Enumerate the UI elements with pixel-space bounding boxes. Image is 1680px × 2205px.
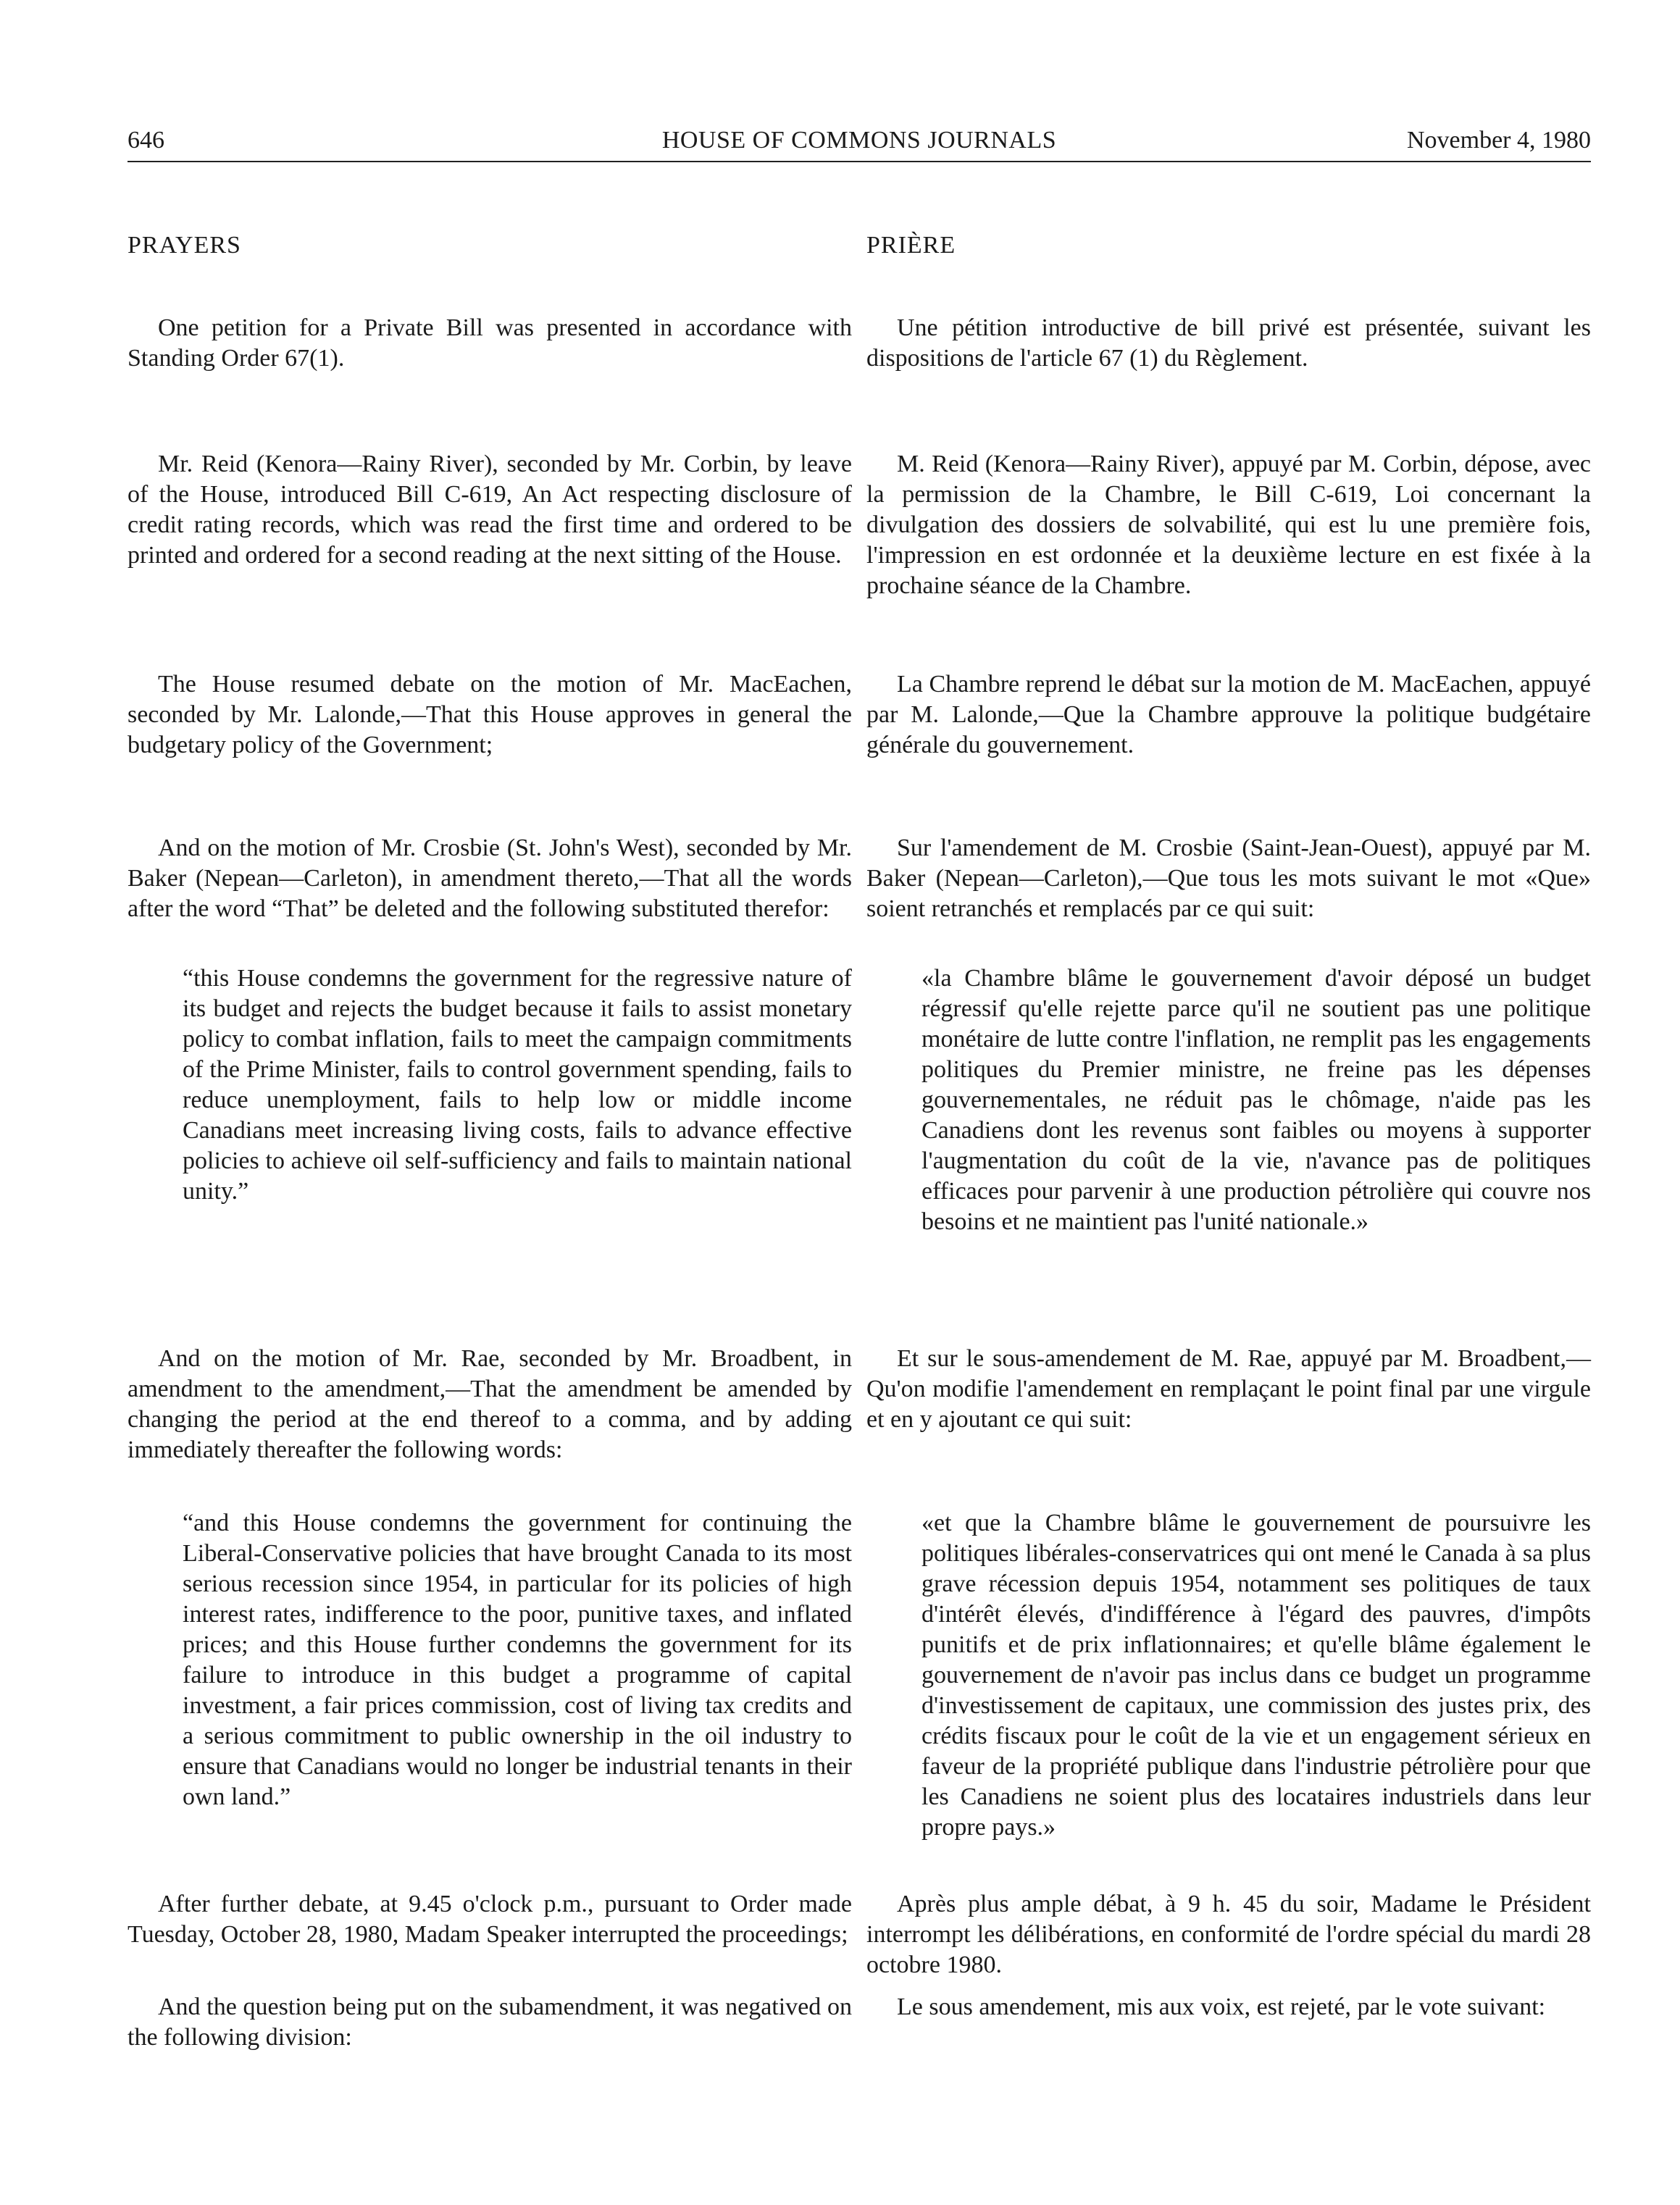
french-subamendment-quote: «et que la Chambre blâme le gouvernement de poursuivre les politiques libérales-conservatrices qui ont mené le Canada à sa plus grave récession depuis 1954, notamment ses politiques de taux d'intérêt élevés, d'indifférence à l'égard des pauvres, d'impôts punitifs et de prix inflationnaires; et qu'elle blâme également le gouvernement de n'avoir pas inclus dans ce budget un programme d'investissement de capitaux, une commission des justes prix, des crédits fiscaux pour le coût de la vie et un engagement sérieux en faveur de la propriété publique dans l'industrie pétrolière pour que les Canadiens ne soient plus des locataires industriels dans leur propre pays.» <box>922 1510 1591 1841</box>
french-debate-paragraph: La Chambre reprend le débat sur la motion de M. MacEachen, appuyé par M. Lalonde,—Que la Chambre approuve la politique budgétaire générale du gouvernement. <box>866 671 1591 758</box>
french-petition-paragraph: Une pétition introductive de bill privé est présentée, suivant les dispositions de l'article 67 (1) du Règlement. <box>866 314 1591 372</box>
english-amendment-paragraph: And on the motion of Mr. Crosbie (St. John's West), seconded by Mr. Baker (Nepean—Carleton), in amendment thereto,—That all the words after the word “That” be deleted and the following substituted therefor: <box>128 834 852 922</box>
header-divider <box>128 161 1591 162</box>
english-bill-paragraph: Mr. Reid (Kenora—Rainy River), seconded by Mr. Corbin, by leave of the House, introduced Bill C-619, An Act respecting disclosure of credit rating records, which was read the first time and ordered to be printed and ordered for a second reading at the next sitting of the House. <box>128 451 852 569</box>
french-division-paragraph: Le sous amendement, mis aux voix, est rejeté, par le vote suivant: <box>897 1993 1546 2020</box>
french-amendment-quote: «la Chambre blâme le gouvernement d'avoir déposé un budget régressif qu'elle rejette parce qu'il ne soutient pas une politique monétaire de lutte contre l'inflation, ne remplit pas les engagements politiques du Premier ministre, ne freine pas les dépenses gouvernementales, ne réduit pas le chômage, n'aide pas les Canadiens dont les revenus sont faibles ou moyens à supporter l'augmentation du coût de la vie, n'avance pas de politiques efficaces pour parvenir à une production pétrolière qui couvre nos besoins et ne maintient pas l'unité nationale.» <box>922 965 1591 1235</box>
english-petition-paragraph: One petition for a Private Bill was presented in accordance with Standing Order 67(1). <box>128 314 852 372</box>
english-subamendment-paragraph: And on the motion of Mr. Rae, seconded by Mr. Broadbent, in amendment to the amendment,—That the amendment be amended by changing the period at the end thereof to a comma, and by adding immediately thereafter the following words: <box>128 1345 852 1463</box>
french-bill-paragraph: M. Reid (Kenora—Rainy River), appuyé par M. Corbin, dépose, avec la permission de la Chambre, le Bill C-619, Loi concernant la divulgation des dossiers de solvabilité, qui est lu une première fois, l'impression en est ordonnée et la deuxième lecture en est fixée à la prochaine séance de la Chambre. <box>866 451 1591 599</box>
french-heading: PRIÈRE <box>866 232 956 259</box>
english-division-paragraph: And the question being put on the subamendment, it was negatived on the following division: <box>128 1993 852 2051</box>
french-amendment-paragraph: Sur l'amendement de M. Crosbie (Saint-Jean-Ouest), appuyé par M. Baker (Nepean—Carleton),—Que tous les mots suivant le mot «Que» soient retranchés et remplacés par ce qui suit: <box>866 834 1591 922</box>
english-further-debate-paragraph: After further debate, at 9.45 o'clock p.m., pursuant to Order made Tuesday, October 28, 1980, Madam Speaker interrupted the proceedings; <box>128 1891 852 1948</box>
page-header <box>128 125 1591 162</box>
journal-title: HOUSE OF COMMONS JOURNALS <box>661 127 1057 154</box>
french-further-debate-paragraph: Après plus ample débat, à 9 h. 45 du soir, Madame le Président interrompt les délibérations, en conformité de l'ordre spécial du mardi 28 octobre 1980. <box>866 1891 1591 1978</box>
journal-date: November 4, 1980 <box>1406 127 1591 154</box>
english-subamendment-quote: “and this House condemns the government for continuing the Liberal-Conservative policies that have brought Canada to its most serious recession since 1954, in particular for its policies of high interest rates, indifference to the poor, punitive taxes, and inflated prices; and this House further condemns the government for its failure to introduce in this budget a programme of capital investment, a fair prices commission, cost of living tax credits and a serious commitment to public ownership in the oil industry to ensure that Canadians would no longer be industrial tenants in their own land.” <box>183 1510 852 1810</box>
english-heading: PRAYERS <box>128 232 241 259</box>
english-amendment-quote: “this House condemns the government for the regressive nature of its budget and rejects the budget because it fails to assist monetary policy to combat inflation, fails to meet the campaign commitments of the Prime Minister, fails to control government spending, fails to reduce unemployment, fails to help low or middle income Canadians meet increasing living costs, fails to advance effective policies to achieve oil self-sufficiency and fails to maintain national unity.” <box>183 965 852 1205</box>
page-number: 646 <box>128 127 164 154</box>
french-subamendment-paragraph: Et sur le sous-amendement de M. Rae, appuyé par M. Broadbent,—Qu'on modifie l'amendement en remplaçant le point final par une virgule et en y ajoutant ce qui suit: <box>866 1345 1591 1433</box>
english-debate-paragraph: The House resumed debate on the motion of Mr. MacEachen, seconded by Mr. Lalonde,—That this House approves in general the budgetary policy of the Government; <box>128 671 852 758</box>
